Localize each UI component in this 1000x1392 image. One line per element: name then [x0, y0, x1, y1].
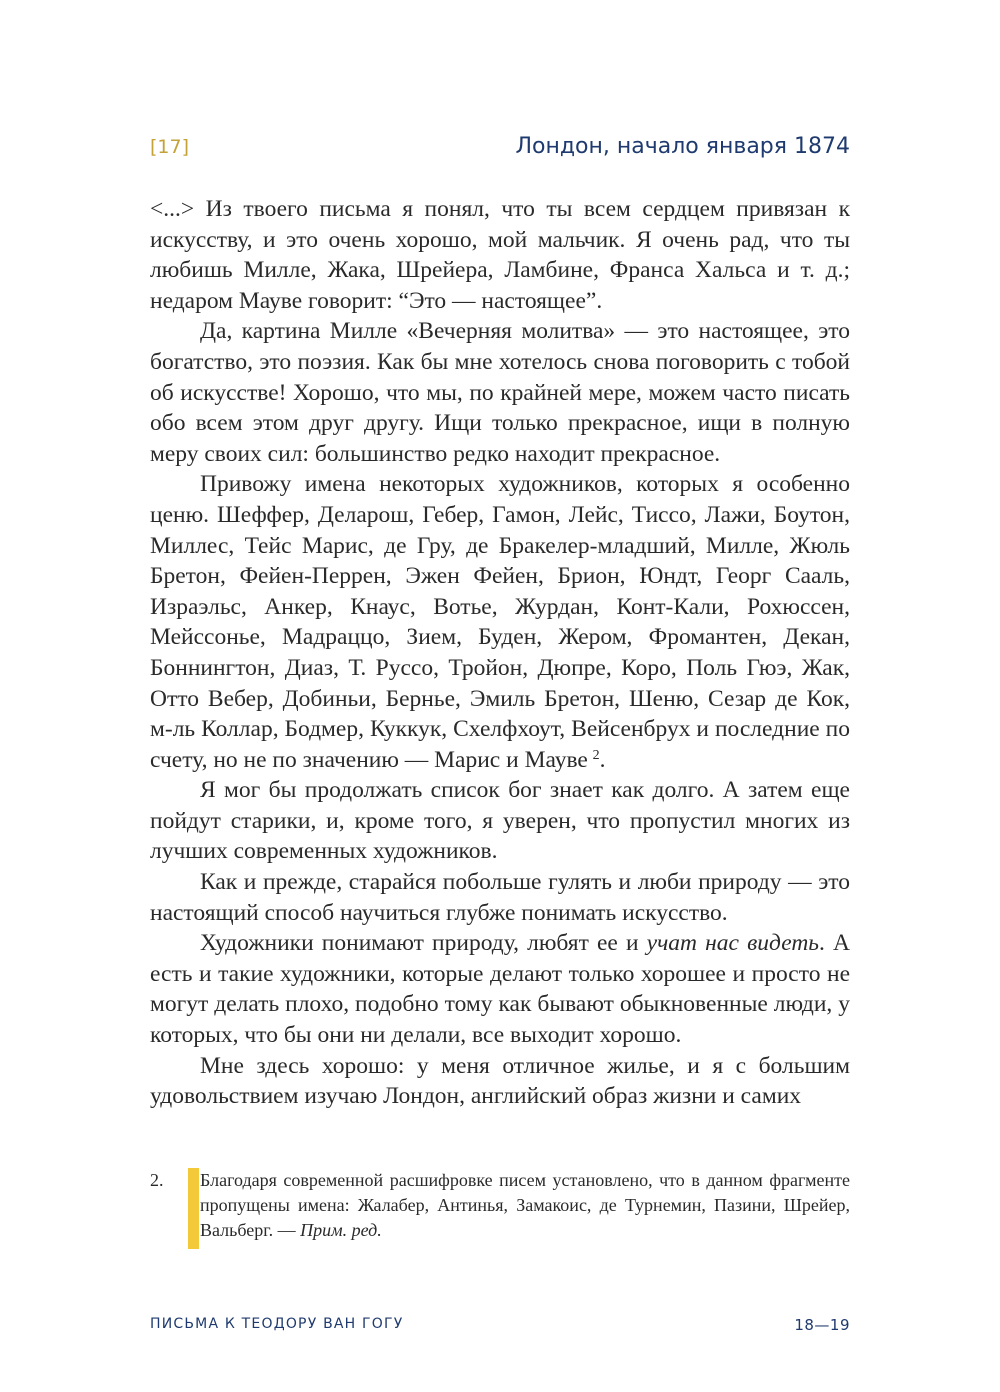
- paragraph-3-end: .: [599, 746, 606, 773]
- footnote-reference: 2: [592, 747, 600, 763]
- letter-title: Лондон, начало января 1874: [515, 134, 850, 159]
- footnote-text: [200, 1168, 850, 1243]
- footnote: [150, 1168, 850, 1243]
- italic-phrase: учат нас видеть: [646, 930, 820, 957]
- book-title: ПИСЬМА К ТЕОДОРУ ВАН ГОГУ: [150, 1316, 404, 1332]
- paragraph-1: <...> Из твоего письма я понял, что ты всем сердцем привязан к искусству, и это очень хорошо, мой мальчик. Я очень рад, что ты любишь Милле, Жака, Шрейера, Ламбине, Франса Хальса и т. д.; недаром Мауве говорит: “Это — настоящее”.: [150, 196, 850, 314]
- running-header: [150, 134, 850, 170]
- paragraph-7: Мне здесь хорошо: у меня отличное жилье, и я с большим удовольствием изучаю Лондон, английский образ жизни и самих: [150, 1052, 850, 1110]
- paragraph-4: Я мог бы продолжать список бог знает как долго. А затем еще пойдут старики, и, кроме того, я уверен, что пропустил многих из лучших современных художников.: [150, 777, 850, 865]
- footnote-editor-note: Прим. ред.: [300, 1220, 382, 1240]
- letter-number: [17]: [150, 136, 190, 158]
- page-numbers: 18—19: [794, 1316, 850, 1334]
- paragraph-3: [150, 469, 850, 775]
- artist-list-text: Привожу имена некоторых художников, которых я особенно ценю. Шеффер, Деларош, Гебер, Гамон, Лейс, Тиссо, Лажи, Боутон, Миллес, Тейс Марис, де Гру, де Бракелер-младший, Милле, Жюль Бретон, Фейен-Перрен, Эжен Фейен, Брион, Юндт, Георг Сааль, Израэльс, Анкер, Кнаус, Вотье, Журдан, Конт-Кали, Рохюссен, Мейссонье, Мадраццо, Зием, Буден, Жером, Фромантен, Декан, Боннингтон, Диаз, Т. Руссо, Тройон, Дюпре, Коро, Поль Гюэ, Жак, Отто Вебер, Добиньи, Бернье, Эмиль Бретон, Шеню, Сезар де Кок, м-ль Коллар, Бодмер, Куккук, Схелфхоут, Вейсенбрух и последние по счету, но не по значению — Марис и Мауве: [150, 471, 850, 773]
- footnote-body: Благодаря современной расшифровке писем установлено, что в данном фрагменте пропущены имена: Жалабер, Антинья, Замакоис, де Турнемин, Пазини, Шрейер, Вальберг. —: [200, 1170, 850, 1240]
- footnote-highlight-marker: [188, 1168, 199, 1249]
- footnote-number: 2.: [150, 1170, 164, 1190]
- paragraph-6: [150, 928, 850, 1050]
- paragraph-6-end: . А есть и такие художники, которые делают только хорошее и просто не могут делать плохо, подобно тому как бывают обыкновенные люди, у которых, что бы они ни делали, все выходит хорошо.: [150, 930, 850, 1049]
- paragraph-6-start: Художники понимают природу, любят ее и: [200, 930, 647, 957]
- running-footer: [150, 1316, 850, 1334]
- paragraph-2: Да, картина Милле «Вечерняя молитва» — это настоящее, это богатство, это поэзия. Как бы мне хотелось снова поговорить с тобой об искусстве! Хорошо, что мы, по крайней мере, можем часто писать обо всем этом друг другу. Ищи только прекрасное, ищи в полную меру своих сил: большинство редко находит прекрасное.: [150, 318, 850, 467]
- letter-body: [150, 194, 850, 1112]
- paragraph-5: Как и прежде, старайся побольше гулять и люби природу — это настоящий способ научиться глубже понимать искусство.: [150, 869, 850, 926]
